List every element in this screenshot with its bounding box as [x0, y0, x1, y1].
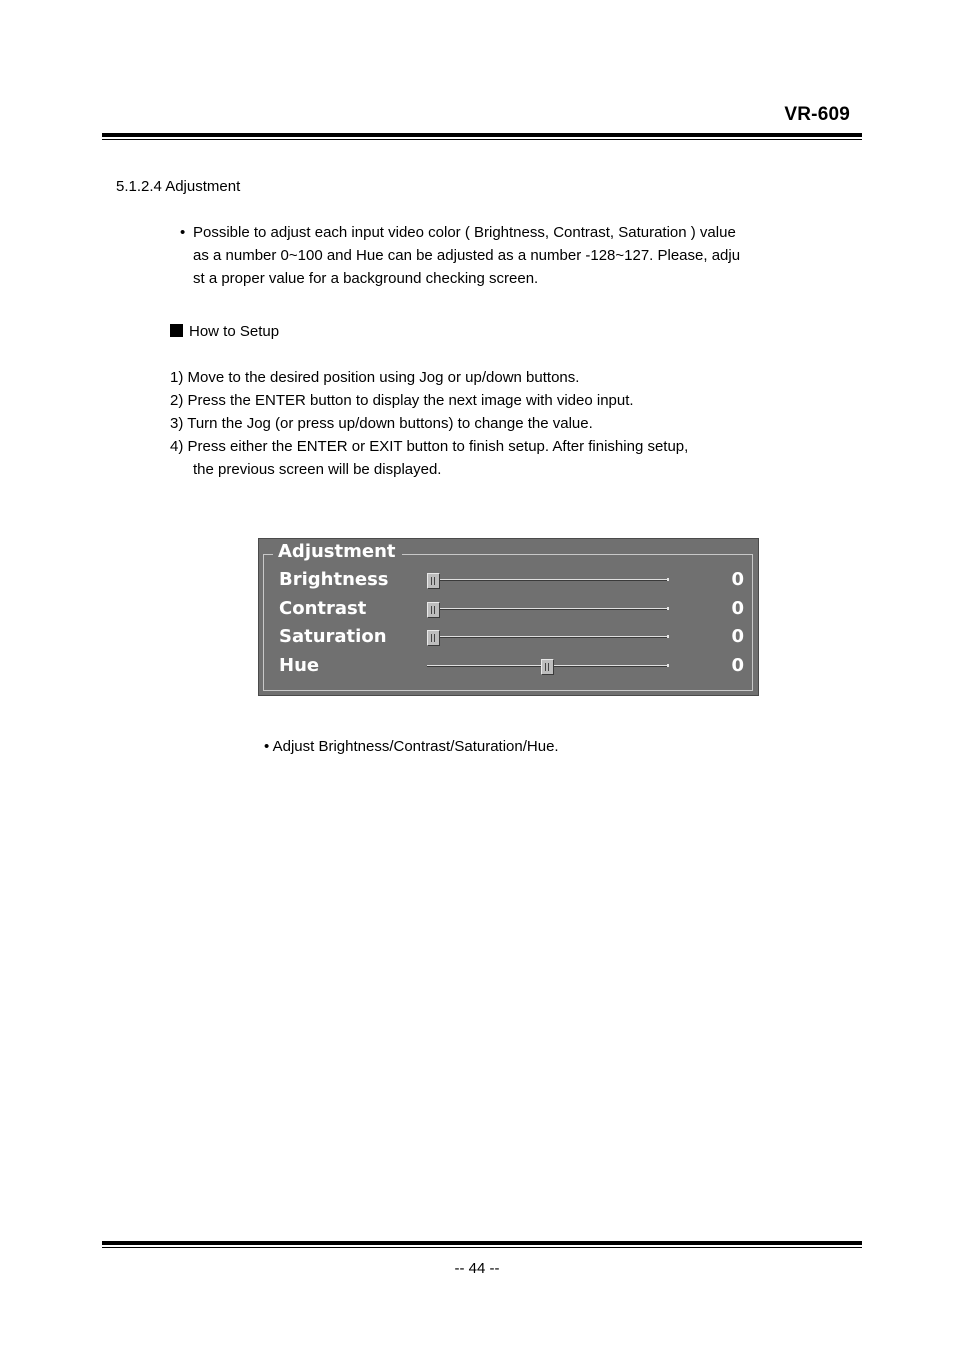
- slider-track-end: [667, 607, 669, 610]
- section-title: 5.1.2.4 Adjustment: [116, 178, 241, 195]
- brightness-slider-track: [427, 579, 667, 581]
- slider-track-end: [667, 578, 669, 581]
- slider-track-end: [667, 635, 669, 638]
- intro-line-2: as a number 0~100 and Hue can be adjusted as a number -128~127. Please, adju: [193, 247, 741, 264]
- contrast-slider-thumb: [427, 602, 440, 618]
- osd-row-hue: [259, 652, 758, 680]
- intro-line-3: st a proper value for a background checking screen.: [193, 270, 539, 287]
- osd-label-brightness: Brightness: [279, 569, 389, 590]
- osd-label-saturation: Saturation: [279, 626, 387, 647]
- header-rule-thin: [102, 139, 862, 140]
- saturation-slider-track: [427, 636, 667, 638]
- step-2: 2) Press the ENTER button to display the next image with video input.: [170, 392, 634, 409]
- step-4-continued: the previous screen will be displayed.: [193, 461, 442, 478]
- osd-label-contrast: Contrast: [279, 598, 367, 619]
- setup-steps: [170, 366, 688, 481]
- bullet: •: [180, 224, 186, 241]
- hue-slider-thumb: [541, 659, 554, 675]
- footer-rule-thick: [102, 1241, 862, 1245]
- square-bullet-icon: [170, 324, 183, 337]
- osd-value-brightness: 0: [731, 569, 744, 590]
- osd-value-contrast: 0: [731, 598, 744, 619]
- bullet: •: [264, 738, 270, 755]
- step-4: 4) Press either the ENTER or EXIT button to finish setup. After finishing setup,: [170, 438, 689, 455]
- osd-row-contrast: [259, 595, 758, 623]
- slider-track-end: [667, 664, 669, 667]
- adjustment-osd-screenshot: [258, 538, 759, 696]
- saturation-slider-thumb: [427, 630, 440, 646]
- intro-paragraph: [180, 221, 830, 290]
- model-name: VR-609: [784, 104, 850, 125]
- osd-value-hue: 0: [731, 655, 744, 676]
- intro-line-1: • Possible to adjust each input video color ( Brightness, Contrast, Saturation ) value: [180, 221, 830, 244]
- page-number: -- 44 --: [454, 1260, 500, 1277]
- footer-rule-thin: [102, 1247, 862, 1248]
- osd-row-saturation: [259, 623, 758, 651]
- step-3: 3) Turn the Jog (or press up/down buttons) to change the value.: [170, 415, 593, 432]
- how-to-setup-heading: How to Setup: [170, 323, 279, 340]
- osd-value-saturation: 0: [731, 626, 744, 647]
- step-1: 1) Move to the desired position using Jog or up/down buttons.: [170, 369, 580, 386]
- brightness-slider-thumb: [427, 573, 440, 589]
- osd-row-brightness: [259, 566, 758, 594]
- header-rule-thick: [102, 133, 862, 137]
- osd-label-hue: Hue: [279, 655, 320, 676]
- osd-title: Adjustment: [273, 541, 402, 563]
- osd-caption: • Adjust Brightness/Contrast/Saturation/Hue.: [264, 738, 559, 755]
- contrast-slider-track: [427, 608, 667, 610]
